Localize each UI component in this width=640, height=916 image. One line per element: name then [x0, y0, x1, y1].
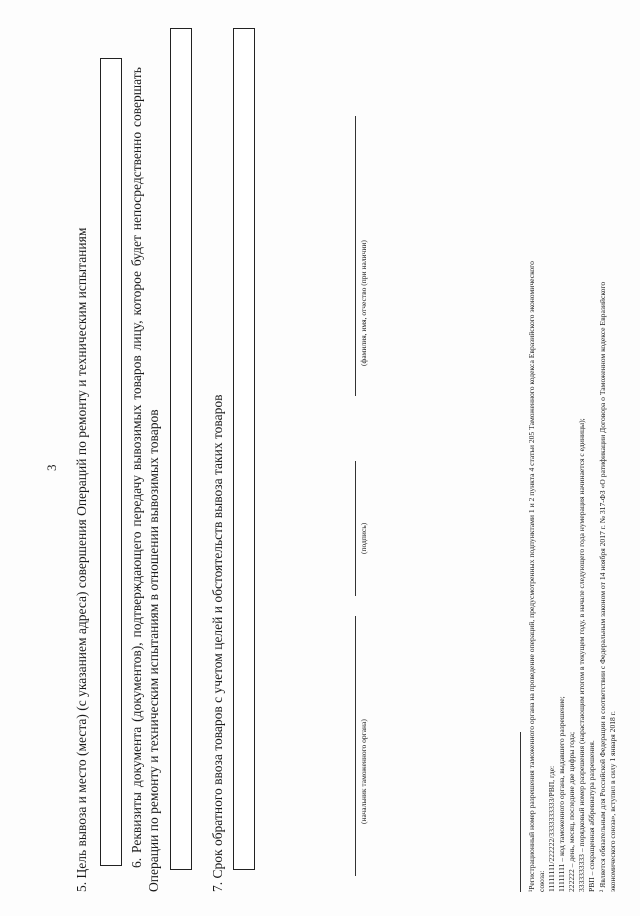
signature-caption: (подпись): [359, 522, 368, 554]
page-number: 3: [44, 464, 59, 471]
footnote-line: 11111111 – код таможенного органа, выдавшего разрешение;: [557, 696, 566, 892]
official-caption: (начальник таможенного органа): [359, 719, 368, 824]
footnote-line: 11111111/222222/3333333333/РВП, где:: [547, 765, 556, 892]
footnote-line: 3333333333 – порядковый номер разрешения (нарастающим итогом в текущем году, в начале следующего года нумерация начинается с единицы);: [577, 418, 586, 892]
full-name-line[interactable]: [355, 116, 356, 396]
question-6-label-continued: Операции по ремонту и техническим испытаниям в отношении вывозимых товаров: [146, 409, 161, 892]
footnote-line: 222222 – день, месяц, последние две цифры года;: [567, 731, 576, 892]
footnote-separator: [520, 732, 521, 892]
official-signature-line[interactable]: [355, 616, 356, 876]
signature-line[interactable]: [355, 461, 356, 596]
question-6-label: 6. Реквизиты документа (документов), подтверждающего передачу вывозимых товаров лицу, которое будет непосредственно совершать: [129, 67, 144, 868]
footnote-line: РВП – сокращенная аббревиатура разрешения.: [587, 740, 596, 892]
footnote-line: ² Является обязательным для Российской Федерации в соответствии с Федеральным законом от 14 ноября 2017 г. № 317-ФЗ «О ратификации Договора о Таможенном кодексе Евразийского: [598, 281, 607, 892]
question-6-field[interactable]: [170, 28, 192, 870]
question-5-label: 5. Цель вывоза и место (места) (с указанием адреса) совершения Операций по ремонту и техническим испытаниям: [74, 227, 89, 892]
footnote-line: экономического союза», вступил в силу 1 января 2018 г.: [608, 711, 617, 892]
question-7-field[interactable]: [233, 28, 255, 870]
name-caption: (фамилия, имя, отчество (при наличии): [359, 240, 368, 366]
footnote-line: ¹Регистрационный номер разрешения таможенного органа на проведение операций, предусмотренных подпунктами 1 и 2 пункта 4 статьи 205 Таможенного кодекса Евразийского экономического: [527, 261, 536, 892]
question-7-label: 7. Срок обратного ввоза товаров с учетом целей и обстоятельств вывоза таких товаров: [210, 394, 225, 892]
question-5-field[interactable]: [100, 58, 122, 866]
footnote-line: союза:: [537, 870, 546, 892]
